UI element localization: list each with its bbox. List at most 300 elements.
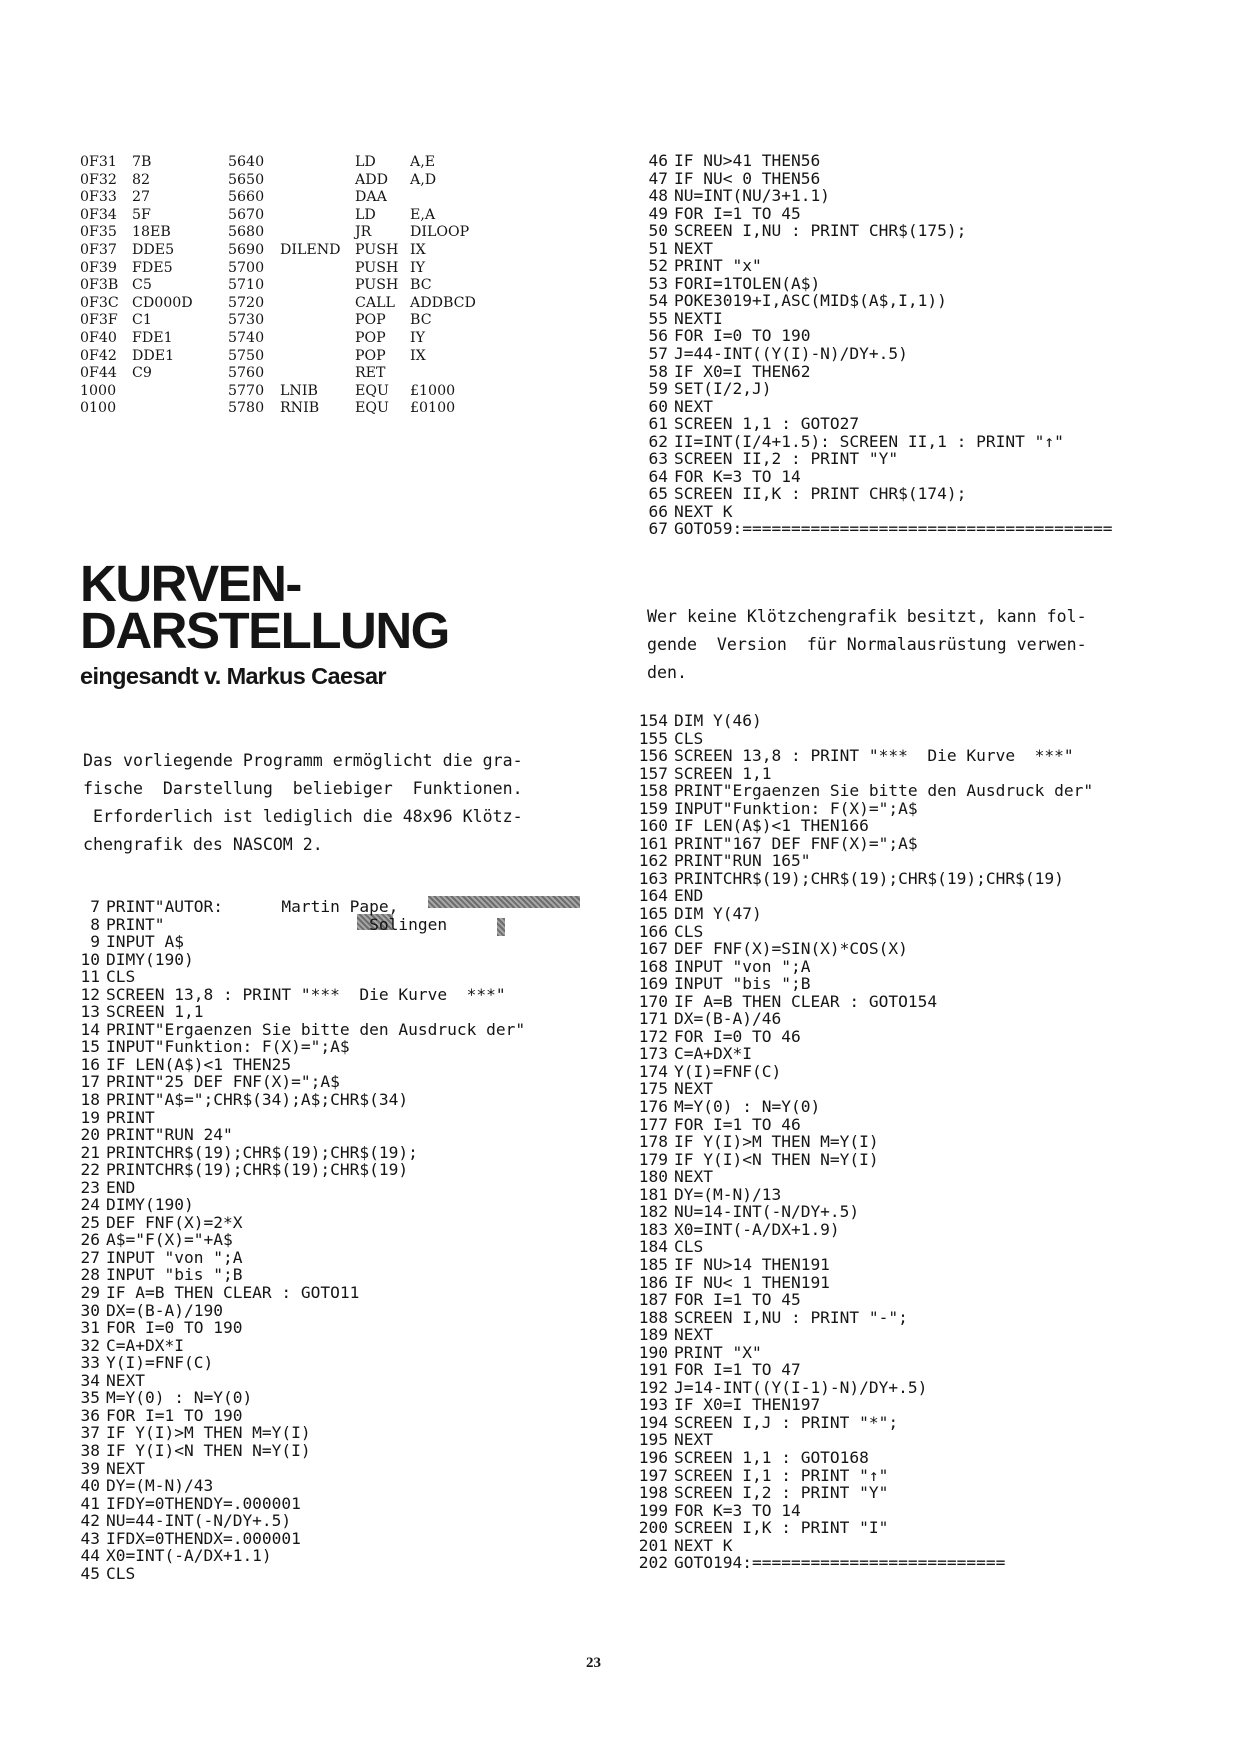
title-line-1: KURVEN- [80,555,301,612]
line-number: 163 [638,868,668,888]
code-line [638,1502,1093,1520]
line-number: 194 [638,1412,668,1432]
code-line [638,1151,1093,1169]
code-text: DIM Y(46) [674,711,762,730]
code-text: M=Y(0) : N=Y(0) [106,1388,253,1408]
code-text: DEF FNF(X)=SIN(X)*COS(X) [674,939,908,959]
asm-hex: 5F [132,206,151,223]
line-number: 189 [638,1325,668,1345]
asm-hex: 18EB [132,224,171,241]
code-line [70,1179,525,1197]
line-number: 41 [80,1493,100,1513]
code-text: FOR K=3 TO 14 [674,466,801,486]
line-number: 179 [638,1149,668,1169]
line-number: 200 [638,1518,668,1538]
line-number: 21 [80,1142,100,1162]
code-text: SET(I/2,J) [674,379,772,399]
line-number: 175 [638,1079,668,1099]
code-text: IF Y(I)>M THEN M=Y(I) [106,1423,311,1443]
asm-hex: 82 [132,171,151,188]
assembler-row [80,295,600,313]
code-text: SCREEN I,2 : PRINT "Y" [674,1483,889,1503]
code-line [638,1414,1093,1432]
code-text: FOR I=1 TO 47 [674,1360,801,1380]
code-text: NEXT [674,1325,713,1345]
line-number: 67 [648,519,668,539]
page-number: 23 [586,1655,601,1671]
line-number: 52 [648,256,668,276]
code-text: INPUT A$ [106,932,184,952]
line-number: 193 [638,1395,668,1415]
line-number: 188 [638,1307,668,1327]
asm-operand: IX [410,347,426,364]
asm-address: 0F35 [80,224,117,241]
code-line [638,1256,1093,1274]
code-line [70,1495,525,1513]
line-number: 174 [638,1061,668,1081]
code-text: C=A+DX*I [674,1044,752,1064]
line-number: 178 [638,1132,668,1152]
code-line [70,1319,525,1337]
line-number: 47 [648,168,668,188]
assembler-row [80,154,600,172]
code-text: PRINT"AUTOR: Martin Pape, [106,897,399,916]
code-text: INPUT"Funktion: F(X)=";A$ [106,1037,350,1057]
code-text: PRINT "x" [674,256,762,276]
asm-line-number: 5670 [228,206,265,223]
code-line [638,310,1113,328]
code-line [638,485,1113,503]
line-number: 159 [638,798,668,818]
code-text: SCREEN 1,1 [106,1002,204,1022]
line-number: 29 [80,1283,100,1303]
code-text: IFDX=0THENDX=.000001 [106,1528,301,1548]
line-number: 166 [638,921,668,941]
line-number: 185 [638,1254,668,1274]
code-line [70,1249,525,1267]
line-number: 44 [80,1546,100,1566]
line-number: 55 [648,308,668,328]
code-line [638,1379,1093,1397]
code-text: PRINT"167 DEF FNF(X)=";A$ [674,833,918,853]
line-number: 66 [648,501,668,521]
asm-hex: CD000D [132,294,193,311]
asm-hex: DDE1 [132,347,175,364]
code-text: DX=(B-A)/46 [674,1009,782,1029]
asm-line-number: 5730 [228,312,265,329]
asm-line-number: 5710 [228,277,265,294]
code-text: PRINTCHR$(19);CHR$(19);CHR$(19);CHR$(19) [674,868,1064,888]
code-text: DIMY(190) [106,949,194,969]
line-number: 57 [648,344,668,364]
code-line [638,1274,1093,1292]
code-line [70,1161,525,1179]
asm-label: RNIB [280,400,320,417]
code-text: IF NU< 1 THEN191 [674,1272,830,1292]
line-number: 37 [80,1423,100,1443]
code-line [638,450,1113,468]
code-text: PRINT"RUN 24" [106,1125,233,1145]
line-number: 157 [638,763,668,783]
code-line [638,905,1093,923]
line-number: 195 [638,1430,668,1450]
code-line [70,916,525,934]
code-text: J=14-INT((Y(I-1)-N)/DY+.5) [674,1377,928,1397]
code-text: NU=14-INT(-N/DY+.5) [674,1202,860,1222]
line-number: 171 [638,1009,668,1029]
asm-operand: BC [410,312,432,329]
assembler-row [80,383,600,401]
line-number: 62 [648,431,668,451]
basic-listing-left [70,898,525,1582]
code-line [70,1056,525,1074]
code-line [638,1221,1093,1239]
line-number: 45 [80,1563,100,1583]
line-number: 18 [80,1090,100,1110]
code-line [638,240,1113,258]
line-number: 8 [90,914,100,934]
line-number: 39 [80,1458,100,1478]
asm-address: 1000 [80,382,117,399]
asm-operand: IY [410,259,425,276]
code-line [70,951,525,969]
code-text: FOR I=0 TO 190 [674,326,811,346]
code-line [70,1442,525,1460]
line-number: 24 [80,1195,100,1215]
code-line [638,1045,1093,1063]
code-text: CLS [674,728,704,748]
intro-paragraph [83,747,553,859]
asm-operand: £0100 [410,400,456,417]
code-line [70,1460,525,1478]
code-line [70,1196,525,1214]
code-text: PRINT"Ergaenzen Sie bitte den Ausdruck der" [674,781,1094,801]
asm-address: 0F37 [80,241,117,258]
code-text: NEXT K [674,1535,733,1555]
code-text: DY=(M-N)/13 [674,1184,782,1204]
asm-line-number: 5680 [228,224,265,241]
code-text: SCREEN 1,1 : GOTO27 [674,414,860,434]
code-line [638,993,1093,1011]
basic-listing-right [638,712,1093,1572]
code-text: X0=INT(-A/DX+1.1) [106,1546,272,1566]
asm-address: 0F42 [80,347,117,364]
code-text: NEXT [674,1430,713,1450]
line-number: 170 [638,991,668,1011]
line-number: 197 [638,1465,668,1485]
code-line [638,1291,1093,1309]
asm-opcode: JR [355,224,372,241]
line-number: 199 [638,1500,668,1520]
code-line [638,1344,1093,1362]
line-number: 187 [638,1290,668,1310]
asm-opcode: LD [355,154,376,170]
code-line [638,747,1093,765]
code-line [638,398,1113,416]
code-line [638,730,1093,748]
line-number: 201 [638,1535,668,1555]
line-number: 53 [648,273,668,293]
code-text: CLS [674,1237,704,1257]
code-line [638,275,1113,293]
code-text: SCREEN I,1 : PRINT "↑" [674,1465,889,1485]
paragraph-line: Das vorliegende Programm ermöglicht die gra- [83,751,523,770]
code-line [638,1537,1093,1555]
code-line [638,1203,1093,1221]
code-text: NEXT [674,1167,713,1187]
code-text: IF X0=I THEN197 [674,1395,821,1415]
asm-line-number: 5750 [228,347,265,364]
asm-line-number: 5660 [228,189,265,206]
code-text: INPUT"Funktion: F(X)=";A$ [674,798,918,818]
assembler-row [80,207,600,225]
line-number: 28 [80,1265,100,1285]
line-number: 181 [638,1184,668,1204]
code-line [70,1021,525,1039]
assembler-row [80,260,600,278]
asm-address: 0F3C [80,294,119,311]
code-line [638,1028,1093,1046]
asm-operand: E,A [410,206,436,223]
asm-hex: C9 [132,365,152,382]
code-text: CLS [106,967,136,987]
code-line [638,1326,1093,1344]
assembler-row [80,277,600,295]
line-number: 60 [648,396,668,416]
code-text: Y(I)=FNF(C) [106,1353,214,1373]
code-text: NEXT [674,396,713,416]
line-number: 50 [648,221,668,241]
line-number: 17 [80,1072,100,1092]
asm-address: 0F44 [80,365,117,382]
asm-label: DILEND [280,241,341,258]
code-line [638,975,1093,993]
code-text: FOR I=1 TO 46 [674,1114,801,1134]
code-text: NEXT [106,1370,145,1390]
code-line [638,1467,1093,1485]
asm-operand: IX [410,241,426,258]
asm-opcode: DAA [355,189,387,206]
line-number: 191 [638,1360,668,1380]
paragraph-line: Wer keine Klötzchengrafik besitzt, kann fol- [647,607,1087,626]
line-number: 36 [80,1405,100,1425]
code-text: IF Y(I)>M THEN M=Y(I) [674,1132,879,1152]
line-number: 11 [80,967,100,987]
paragraph-line: gende Version für Normalausrüstung verwen- [647,635,1087,654]
asm-line-number: 5740 [228,329,265,346]
line-number: 198 [638,1483,668,1503]
asm-address: 0F40 [80,329,117,346]
line-number: 38 [80,1440,100,1460]
line-number: 30 [80,1300,100,1320]
code-text: NEXT K [674,501,733,521]
line-number: 32 [80,1335,100,1355]
line-number: 158 [638,781,668,801]
line-number: 33 [80,1353,100,1373]
asm-line-number: 5690 [228,241,265,258]
code-text: IF A=B THEN CLEAR : GOTO11 [106,1283,360,1303]
code-line [638,257,1113,275]
line-number: 64 [648,466,668,486]
code-text: FOR I=1 TO 45 [674,203,801,223]
code-line [638,835,1093,853]
assembler-row [80,348,600,366]
code-text: X0=INT(-A/DX+1.9) [674,1219,840,1239]
code-line [638,940,1093,958]
code-line [70,986,525,1004]
code-text: CLS [674,921,704,941]
asm-hex: 27 [132,189,151,206]
line-number: 161 [638,833,668,853]
code-line [638,468,1113,486]
code-line [70,1337,525,1355]
line-number: 58 [648,361,668,381]
code-text: SCREEN 1,1 : GOTO168 [674,1447,869,1467]
code-line [70,1231,525,1249]
code-text: FOR I=0 TO 46 [674,1026,801,1046]
code-text: PRINT" Solingen [106,914,448,934]
asm-operand: A,E [410,154,436,170]
asm-operand: DILOOP [410,224,470,241]
code-text: PRINT"Ergaenzen Sie bitte den Ausdruck der" [106,1019,526,1039]
line-number: 186 [638,1272,668,1292]
code-text: END [674,886,704,906]
asm-opcode: POP [355,312,386,329]
asm-address: 0F34 [80,206,117,223]
code-text: NEXT [674,238,713,258]
code-line [638,1168,1093,1186]
code-text: SCREEN 1,1 [674,763,772,783]
code-line [638,1361,1093,1379]
line-number: 25 [80,1212,100,1232]
code-line [70,968,525,986]
assembler-row [80,224,600,242]
code-line [638,1098,1093,1116]
code-text: SCREEN I,K : PRINT "I" [674,1518,889,1538]
code-line [70,1512,525,1530]
asm-opcode: RET [355,365,386,382]
code-text: M=Y(0) : N=Y(0) [674,1097,821,1117]
code-text: NEXT [106,1458,145,1478]
line-number: 154 [638,711,668,730]
code-line [70,1530,525,1548]
code-text: IF X0=I THEN62 [674,361,811,381]
code-text: SCREEN I,NU : PRINT "-"; [674,1307,908,1327]
code-text: SCREEN I,NU : PRINT CHR$(175); [674,221,967,241]
code-line [638,887,1093,905]
asm-opcode: EQU [355,400,389,417]
code-line [638,817,1093,835]
line-number: 23 [80,1177,100,1197]
code-line [70,1547,525,1565]
code-line [638,870,1093,888]
asm-opcode: POP [355,347,386,364]
line-number: 56 [648,326,668,346]
code-text: IF NU< 0 THEN56 [674,168,821,188]
code-line [70,898,525,916]
asm-line-number: 5640 [228,154,265,170]
code-line [638,1431,1093,1449]
line-number: 10 [80,949,100,969]
asm-hex: C5 [132,277,152,294]
code-line [70,1266,525,1284]
code-line [70,1354,525,1372]
code-text: A$="F(X)="+A$ [106,1230,233,1250]
article-title [80,555,449,659]
line-number: 192 [638,1377,668,1397]
code-line [638,1238,1093,1256]
code-line [638,433,1113,451]
assembler-listing [80,154,600,418]
line-number: 48 [648,186,668,206]
code-text: IF LEN(A$)<1 THEN25 [106,1054,292,1074]
line-number: 65 [648,484,668,504]
code-line [638,520,1113,538]
asm-operand: BC [410,277,432,294]
paragraph-line: chengrafik des NASCOM 2. [83,835,323,854]
line-number: 51 [648,238,668,258]
title-line-2: DARSTELLUNG [80,602,449,659]
asm-opcode: POP [355,329,386,346]
code-text: DIM Y(47) [674,904,762,924]
code-text: IF Y(I)<N THEN N=Y(I) [674,1149,879,1169]
asm-operand: A,D [410,171,437,188]
basic-listing-top-right [638,152,1113,538]
line-number: 9 [90,932,100,952]
line-number: 26 [80,1230,100,1250]
code-text: END [106,1177,136,1197]
code-line [638,1449,1093,1467]
line-number: 34 [80,1370,100,1390]
line-number: 168 [638,956,668,976]
paragraph-line: Erforderlich ist lediglich die 48x96 Klötz- [83,807,523,826]
code-line [638,380,1113,398]
code-line [70,933,525,951]
code-line [638,800,1093,818]
code-line [638,1309,1093,1327]
code-line [638,765,1093,783]
code-line [70,1284,525,1302]
line-number: 162 [638,851,668,871]
line-number: 16 [80,1054,100,1074]
asm-opcode: PUSH [355,277,399,294]
code-text: NEXT [674,1079,713,1099]
line-number: 7 [90,897,100,916]
code-text: FOR I=1 TO 190 [106,1405,243,1425]
line-number: 43 [80,1528,100,1548]
line-number: 35 [80,1388,100,1408]
line-number: 40 [80,1476,100,1496]
code-text: NU=INT(NU/3+1.1) [674,186,830,206]
line-number: 167 [638,939,668,959]
code-line [638,1063,1093,1081]
asm-opcode: EQU [355,382,389,399]
asm-opcode: PUSH [355,259,399,276]
code-text: SCREEN I,J : PRINT "*"; [674,1412,899,1432]
code-line [638,958,1093,976]
code-text: SCREEN 13,8 : PRINT "*** Die Kurve ***" [106,984,506,1004]
assembler-row [80,365,600,383]
code-line [638,1133,1093,1151]
byline: eingesandt v. Markus Caesar [80,663,386,689]
assembler-row [80,172,600,190]
code-line [638,503,1113,521]
asm-line-number: 5770 [228,382,265,399]
code-line [70,1477,525,1495]
code-text: CLS [106,1563,136,1583]
asm-line-number: 5780 [228,400,265,417]
paragraph-line: den. [647,663,687,682]
